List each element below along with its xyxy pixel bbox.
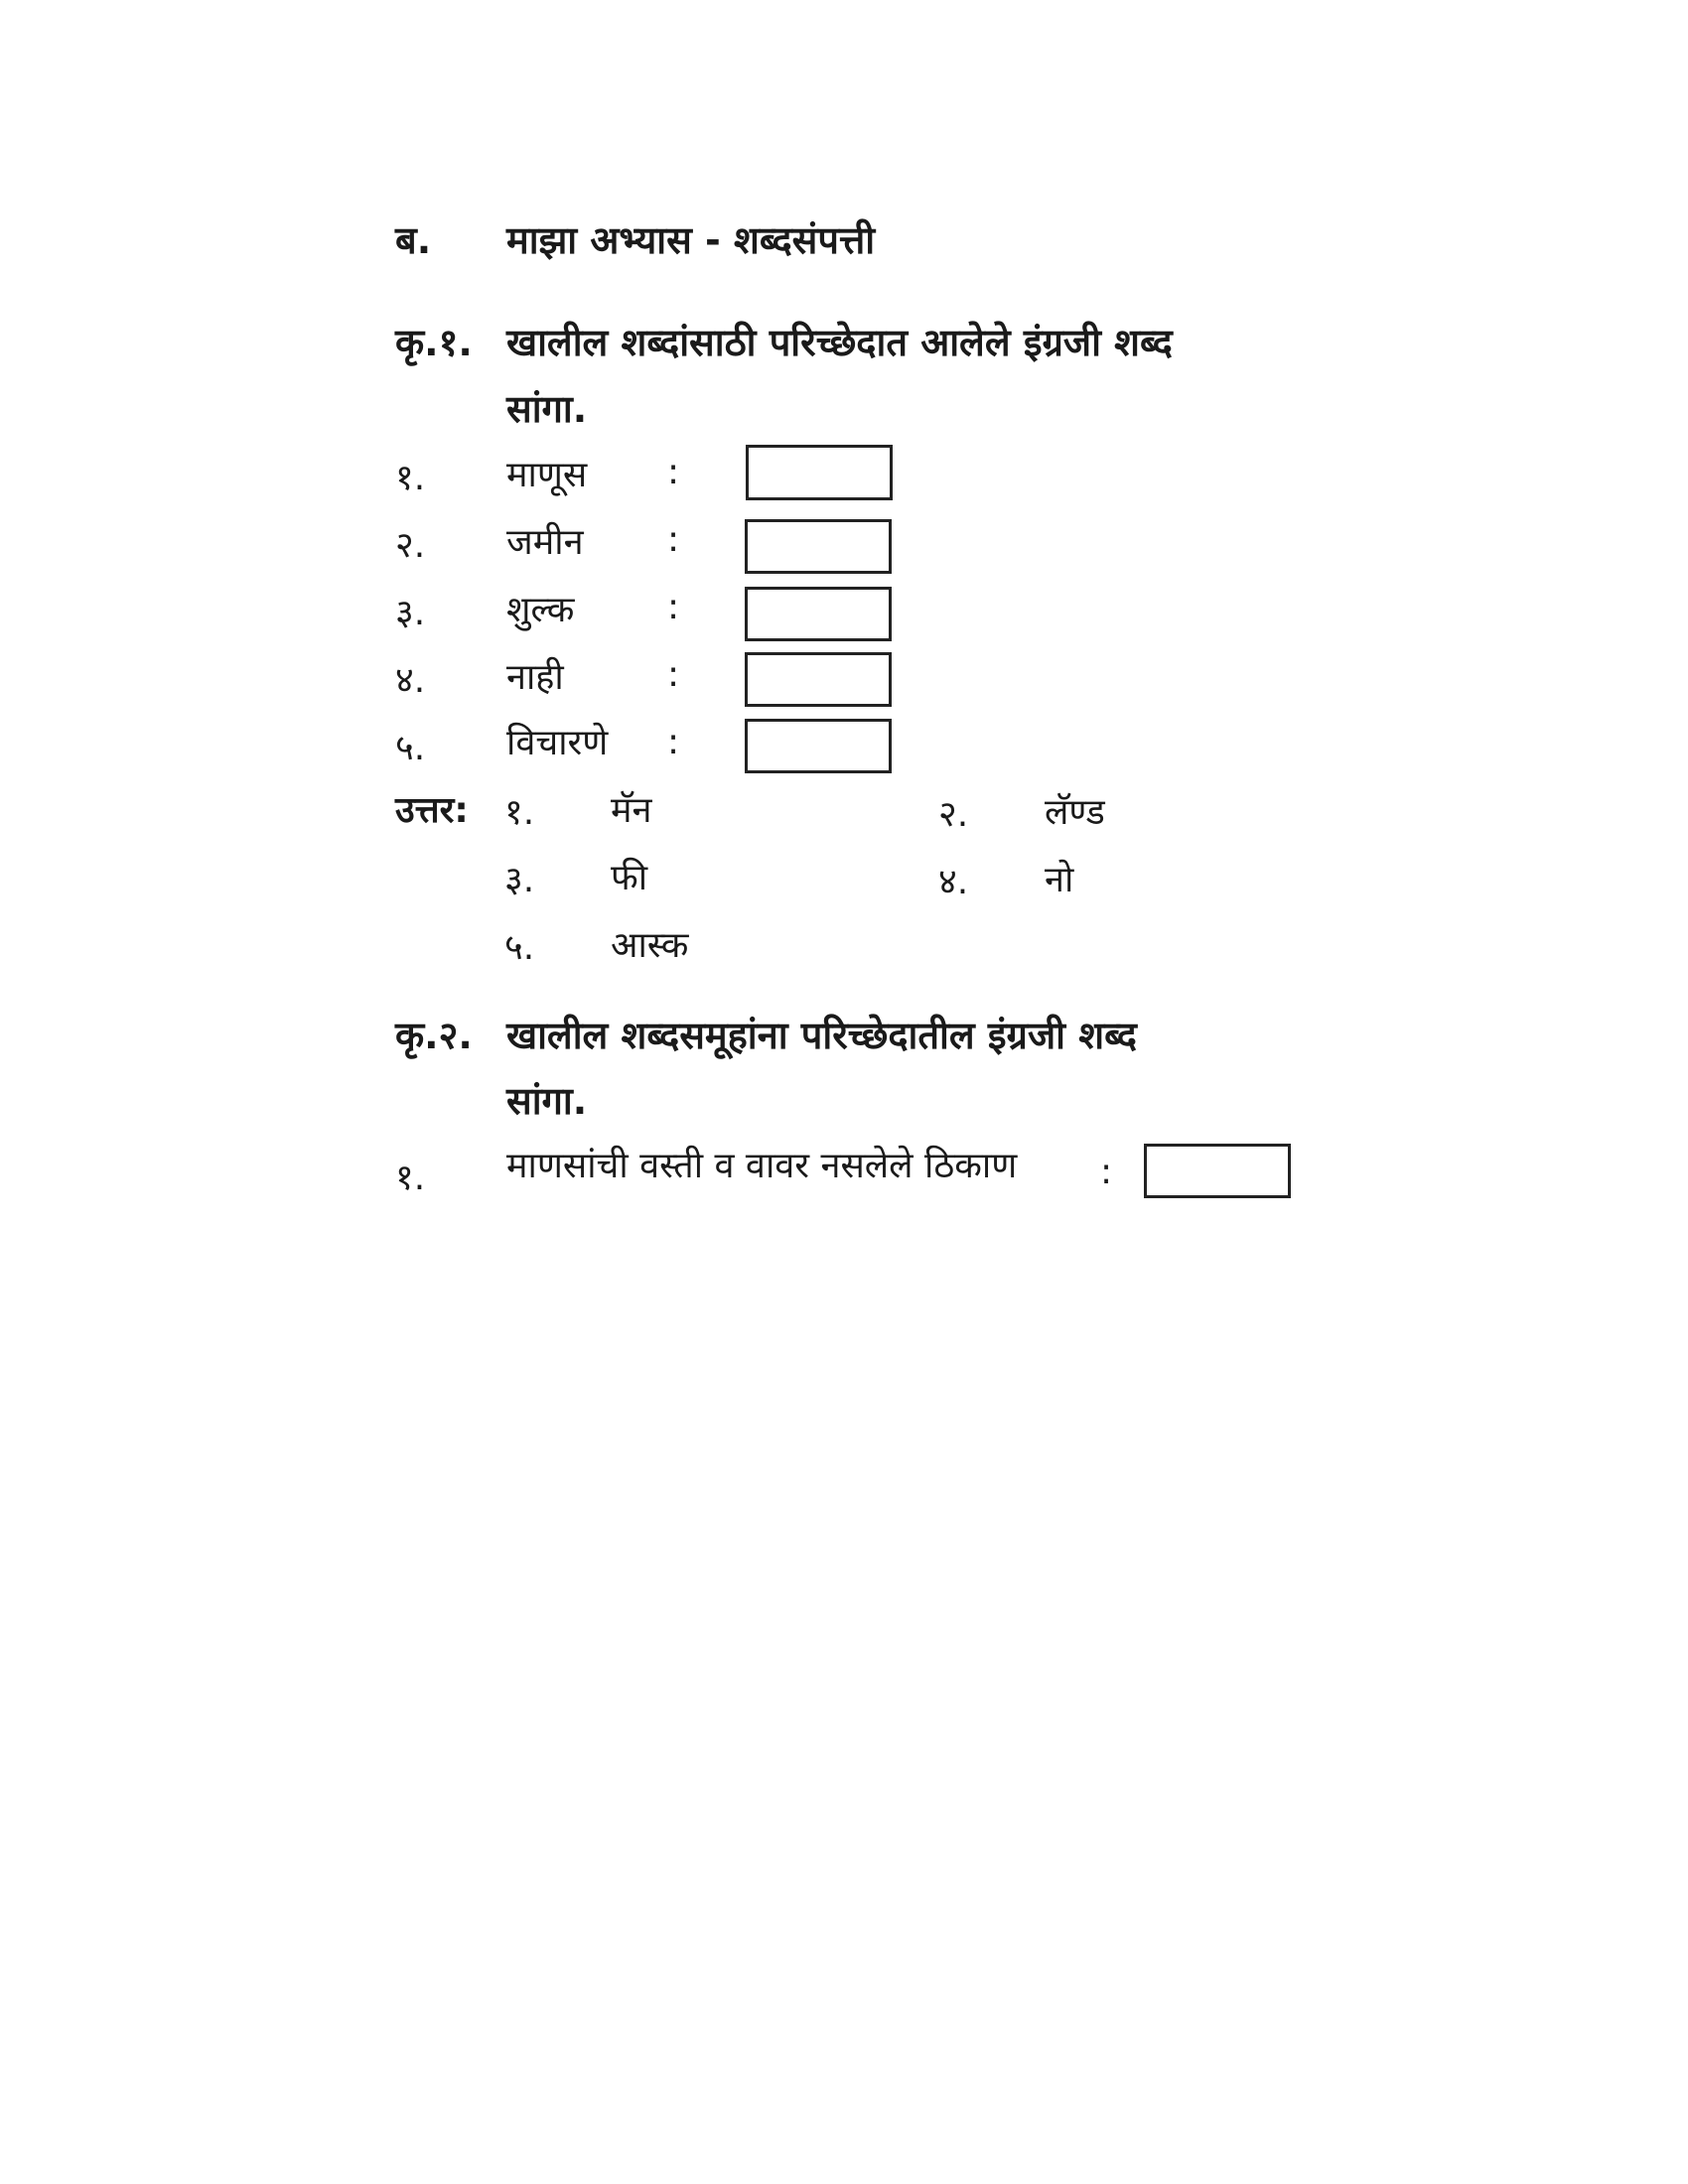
q1-text-line1: खालील शब्दांसाठी परिच्छेदात आलेले इंग्रजी शब्द: [506, 321, 1173, 364]
q1-item-number: ५.: [395, 728, 426, 768]
q1-item-number: ३.: [395, 593, 426, 633]
q1-item-word: शुल्क: [506, 590, 575, 630]
q1-item-colon: :: [667, 452, 680, 492]
answer-word: फी: [611, 858, 648, 898]
answer-box[interactable]: [745, 652, 892, 707]
q2-text-line2: सांगा.: [506, 1079, 588, 1123]
answer-number: ५.: [504, 927, 535, 968]
answer-number: ३.: [504, 860, 535, 900]
q1-item-colon: :: [667, 722, 680, 762]
q2-item-number: १.: [395, 1158, 426, 1198]
answer-box[interactable]: [746, 445, 893, 500]
answer-word: लॅण्ड: [1045, 792, 1105, 833]
q1-item-word: जमीन: [506, 522, 584, 563]
answer-label: उत्तर:: [395, 790, 469, 831]
q1-item-word: नाही: [506, 657, 564, 698]
answer-box[interactable]: [745, 519, 892, 574]
answer-word: नो: [1045, 860, 1074, 900]
q1-item-number: २.: [395, 525, 426, 566]
q2-number: कृ.२.: [395, 1014, 473, 1057]
answer-number: २.: [938, 794, 969, 835]
section-title: माझा अभ्यास - शब्दसंपत्ती: [506, 218, 876, 262]
q2-item-colon: :: [1100, 1152, 1113, 1192]
q1-text-line2: सांगा.: [506, 387, 588, 431]
q1-item-number: १.: [395, 458, 426, 498]
section-marker: ब.: [395, 218, 432, 262]
answer-number: ४.: [938, 862, 969, 902]
answer-box[interactable]: [745, 719, 892, 773]
q2-text-line1: खालील शब्दसमूहांना परिच्छेदातील इंग्रजी शब्द: [506, 1014, 1137, 1057]
q1-item-word: माणूस: [506, 455, 588, 495]
q1-item-colon: :: [667, 654, 680, 695]
q1-item-colon: :: [667, 519, 680, 560]
q2-item-phrase: माणसांची वस्ती व वावर नसलेले ठिकाण: [506, 1146, 1018, 1186]
q1-item-colon: :: [667, 587, 680, 627]
q1-number: कृ.१.: [395, 321, 473, 364]
answer-box[interactable]: [1144, 1144, 1291, 1198]
answer-word: मॅन: [611, 790, 652, 831]
answer-word: आस्क: [611, 925, 689, 966]
answer-box[interactable]: [745, 587, 892, 641]
q1-item-number: ४.: [395, 660, 426, 701]
q1-item-word: विचारणे: [506, 723, 609, 763]
answer-number: १.: [504, 792, 535, 833]
